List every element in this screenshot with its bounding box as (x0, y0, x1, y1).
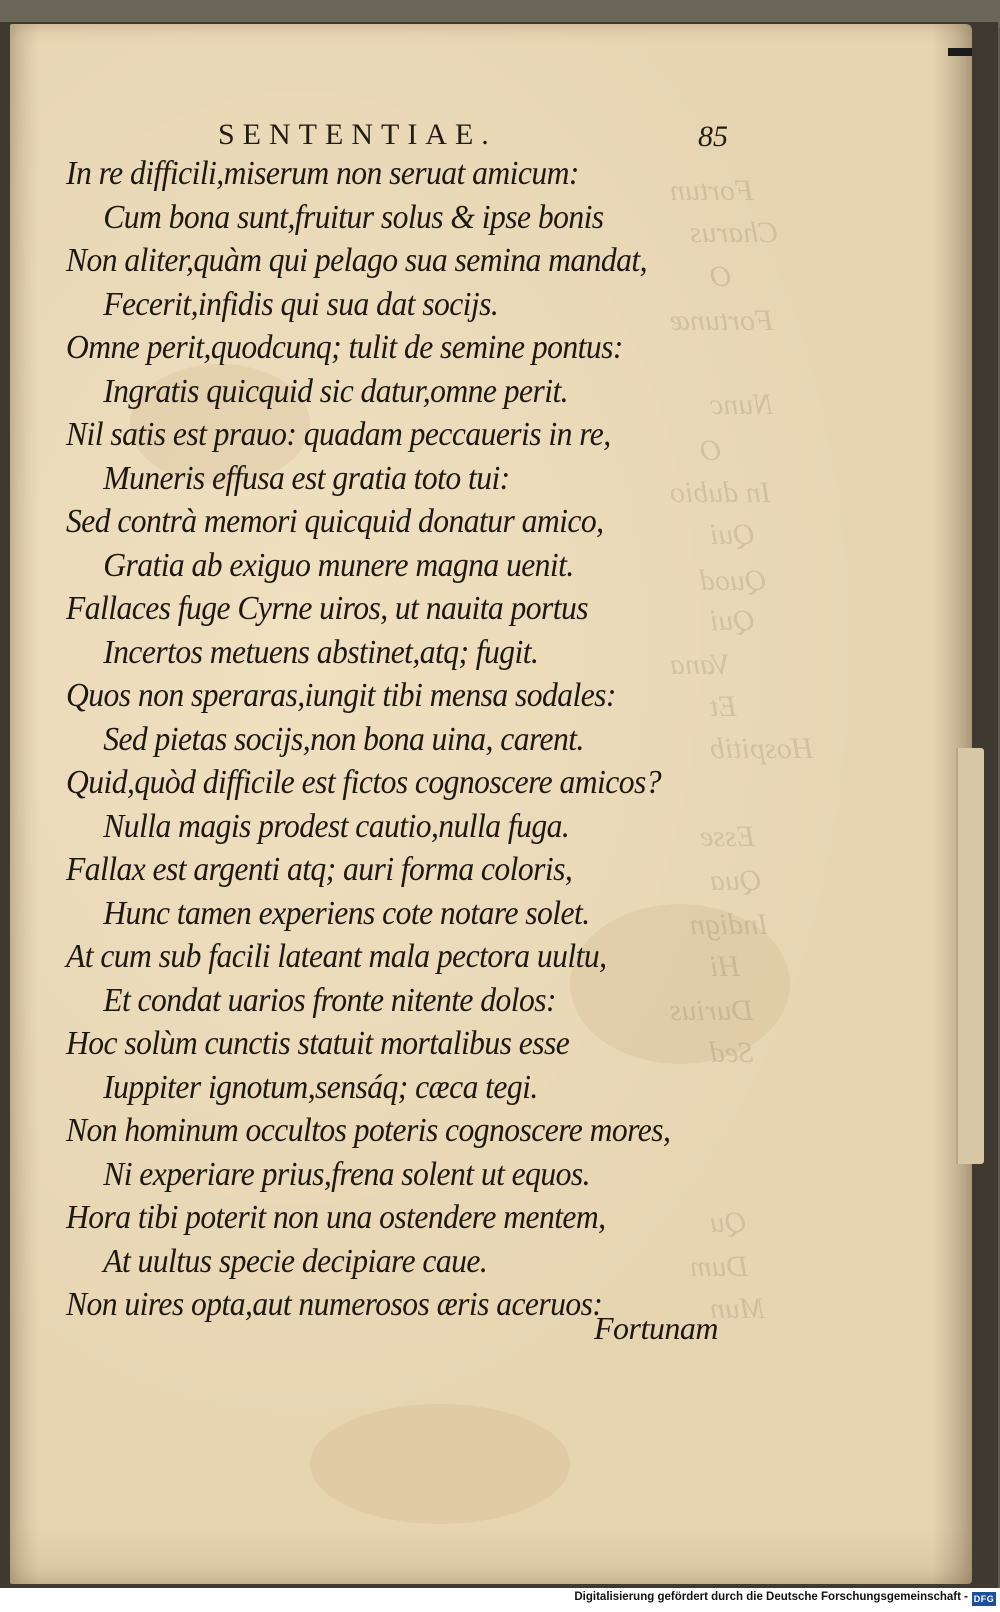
verse-line: Ni experiare prius,frena solent ut equos. (103, 1155, 590, 1193)
verse-line: Non aliter,quàm qui pelago sua semina mandat, (66, 242, 647, 279)
catchword: Fortunam (594, 1310, 718, 1346)
paper-stain (310, 1404, 570, 1524)
verse-line: At cum sub facili lateant mala pectora uultu, (66, 938, 607, 975)
verse-line: Non uires opta,aut numerosos æris aceruos: (66, 1286, 603, 1323)
verse-line: Quid,quòd difficile est fictos cognoscere amicos? (66, 764, 661, 801)
verse-line: Fallax est argenti atq; auri forma coloris, (66, 851, 573, 888)
verse-line: Fallaces fuge Cyrne uiros, ut nauita portus (66, 590, 589, 627)
digitization-footer (0, 1588, 1000, 1612)
verse-line: Et condat uarios fronte nitente dolos: (103, 981, 556, 1019)
verse-line: Cum bona sunt,fruitur solus & ipse bonis (103, 198, 604, 236)
scanner-clip (956, 748, 984, 1164)
verse-line: Nil satis est prauo: quadam peccaueris in re, (66, 416, 611, 453)
verse-line: Ingratis quicquid sic datur,omne perit. (103, 372, 569, 410)
verse-line: Gratia ab exiguo munere magna uenit. (103, 546, 574, 584)
verse-line: Sed pietas socijs,non bona uina, carent. (103, 720, 584, 758)
scan-edge-marker (948, 48, 972, 56)
verse-line: Omne perit,quodcunq; tulit de semine pontus: (66, 329, 623, 366)
verse-line: Incertos metuens abstinet,atq; fugit. (103, 633, 539, 671)
verse-line: Sed contrà memori quicquid donatur amico, (66, 503, 604, 540)
show-through-bleed: Fortun Charus O Fortunæ Nunc O In dubio Qui Quod Qui Vana Et Hospitib Esse Qua Indign Hi Durius Sed Qu Dum Mun (670, 174, 814, 1325)
verse-block (66, 152, 670, 1327)
verse-line: Fecerit,infidis qui sua dat socijs. (103, 285, 499, 323)
page-number: 85 (698, 120, 728, 153)
verse-line: In re difficili,miserum non seruat amicum: (66, 155, 579, 192)
verse-line: Quos non speraras,iungit tibi mensa sodales: (66, 677, 616, 714)
book-page (10, 24, 972, 1584)
verse-line: Hora tibi poterit non una ostendere mentem, (66, 1199, 606, 1236)
dfg-logo-icon: DFG (973, 1594, 995, 1604)
funding-credit: Digitalisierung gefördert durch die Deutsche Forschungsgemeinschaft - (574, 1591, 968, 1603)
verse-line: Non hominum occultos poteris cognoscere mores, (66, 1112, 671, 1149)
verse-line: Nulla magis prodest cautio,nulla fuga. (103, 807, 570, 845)
verse-line: At uultus specie decipiare caue. (103, 1242, 488, 1280)
verse-line: Iuppiter ignotum,sensáq; cæca tegi. (103, 1068, 538, 1106)
verse-line: Hoc solùm cunctis statuit mortalibus esse (66, 1025, 570, 1062)
verse-line: Hunc tamen experiens cote notare solet. (103, 894, 590, 932)
running-head: SENTENTIAE. (218, 118, 497, 151)
verse-line: Muneris effusa est gratia toto tui: (103, 459, 510, 497)
